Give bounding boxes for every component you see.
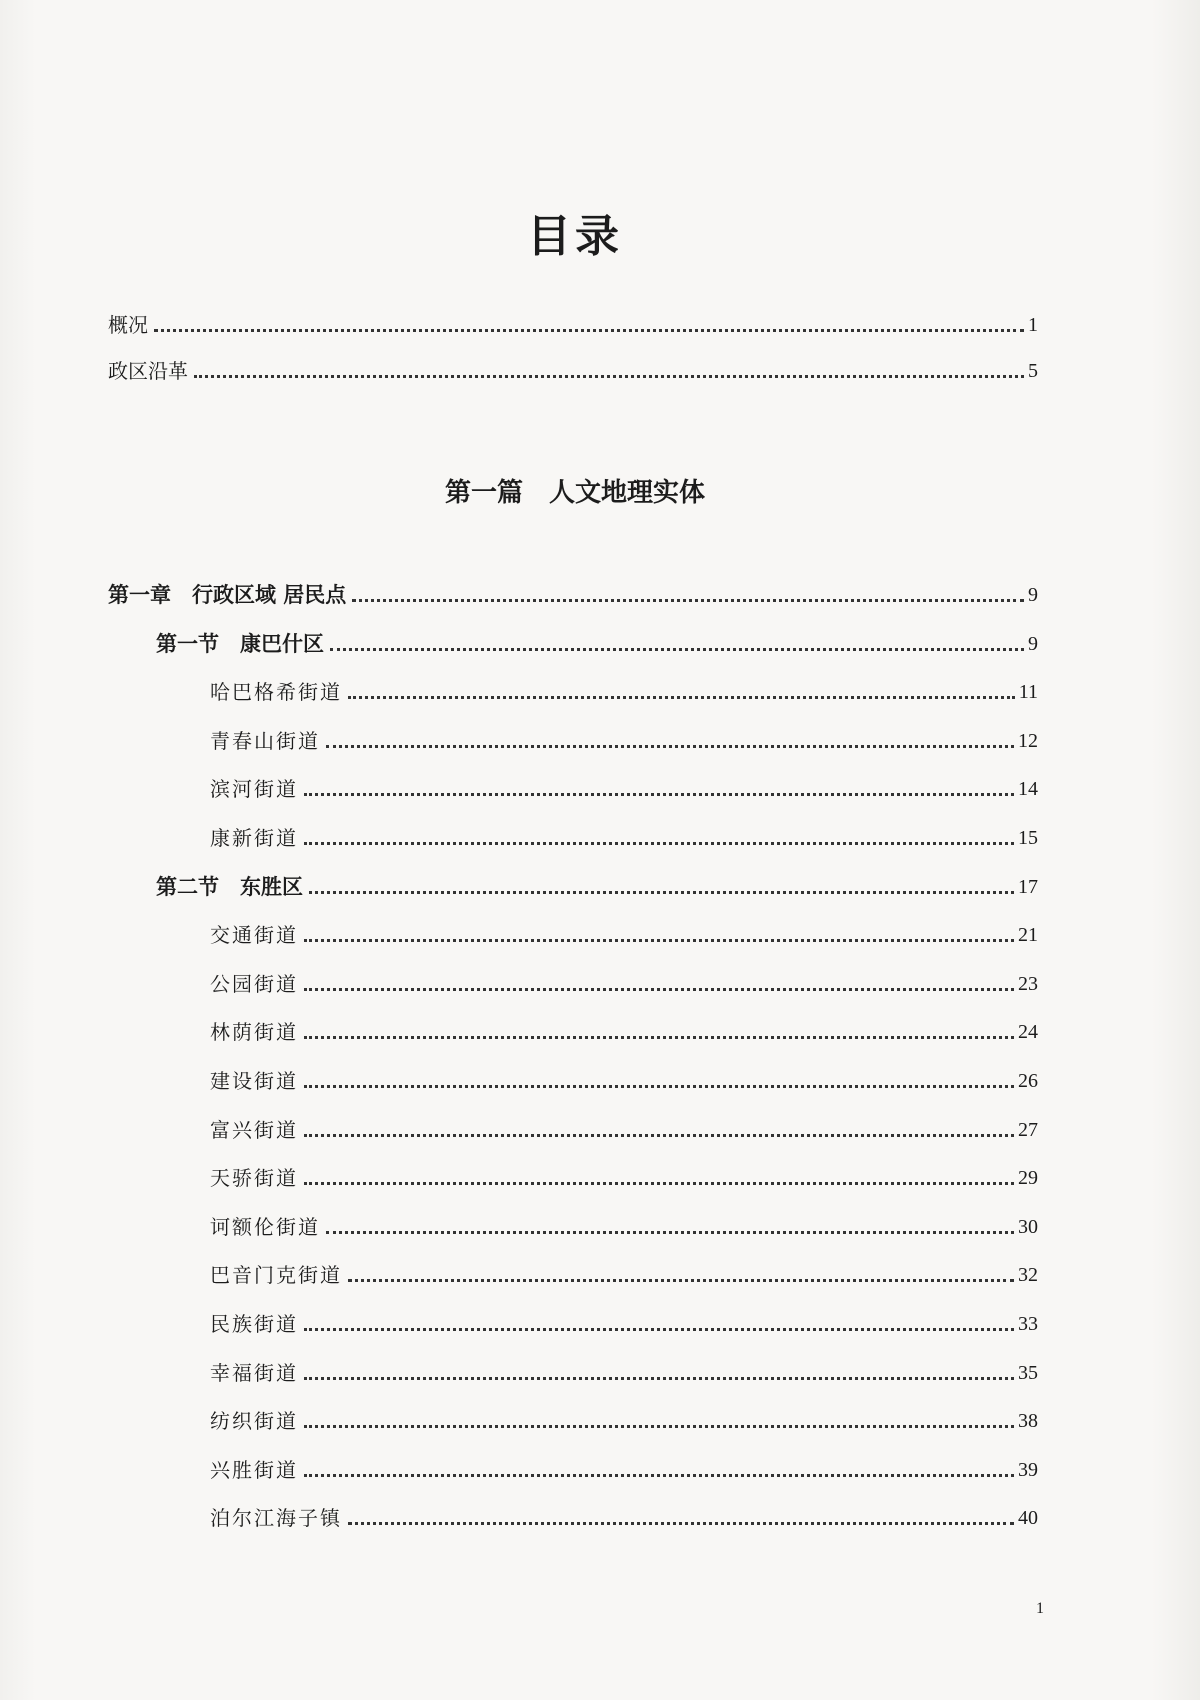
toc-subentry[interactable]	[108, 1212, 1038, 1242]
toc-subentry[interactable]	[108, 969, 1038, 999]
dot-leader	[304, 1474, 1014, 1477]
toc-entry-label: 兴胜街道	[210, 1458, 298, 1482]
toc-entry-page: 17	[1018, 876, 1038, 898]
dot-leader	[326, 1231, 1014, 1234]
toc-entry-label: 建设街道	[210, 1069, 298, 1093]
toc-subentry[interactable]	[108, 1260, 1038, 1290]
dot-leader	[304, 939, 1014, 942]
toc-entry-page: 26	[1018, 1070, 1038, 1092]
toc-entry-page: 15	[1018, 827, 1038, 849]
toc-entry-label: 天骄街道	[210, 1166, 298, 1190]
dot-leader	[194, 375, 1024, 378]
toc-subentry[interactable]	[108, 823, 1038, 853]
toc-entry-page: 11	[1018, 681, 1038, 703]
toc-subentry[interactable]	[108, 1309, 1038, 1339]
toc-entry-page: 14	[1018, 778, 1038, 800]
toc-entry-page: 40	[1018, 1507, 1038, 1529]
toc-entry-label: 青春山街道	[210, 729, 320, 753]
toc-entry-page: 27	[1018, 1119, 1038, 1141]
toc-entry-page: 33	[1018, 1313, 1038, 1335]
toc-subentry[interactable]	[108, 774, 1038, 804]
toc-subentry[interactable]	[108, 1066, 1038, 1096]
dot-leader	[304, 1182, 1014, 1185]
toc-section-entry[interactable]	[108, 629, 1038, 659]
toc-entry-label: 富兴街道	[210, 1118, 298, 1142]
toc-entry-page: 1	[1028, 314, 1038, 336]
toc-entry-label: 滨河街道	[210, 777, 298, 801]
dot-leader	[330, 648, 1024, 651]
toc-subentry[interactable]	[108, 920, 1038, 950]
toc-entry-page: 9	[1028, 633, 1038, 655]
toc-entry-label: 泊尔江海子镇	[210, 1506, 342, 1530]
dot-leader	[348, 1279, 1014, 1282]
toc-entry-label: 第一节 康巴什区	[156, 632, 324, 656]
toc-entry-label: 交通街道	[210, 923, 298, 947]
toc-entry-label: 民族街道	[210, 1312, 298, 1336]
toc-entry-page: 21	[1018, 924, 1038, 946]
toc-subentry[interactable]	[108, 677, 1038, 707]
toc-entry-label: 诃额伦街道	[210, 1215, 320, 1239]
toc-entry-page: 38	[1018, 1410, 1038, 1432]
toc-entry-label: 林荫街道	[210, 1020, 298, 1044]
toc-entry-page: 35	[1018, 1362, 1038, 1384]
dot-leader	[304, 1085, 1014, 1088]
toc-entry-label: 纺织街道	[210, 1409, 298, 1433]
toc-entry-page: 30	[1018, 1216, 1038, 1238]
dot-leader	[304, 793, 1014, 796]
toc-chapter-entry[interactable]	[108, 580, 1038, 610]
dot-leader	[348, 1522, 1014, 1525]
toc-entry-label: 第一章 行政区域 居民点	[108, 583, 347, 607]
toc-entry-page: 39	[1018, 1459, 1038, 1481]
toc-title: 目录	[527, 211, 623, 262]
dot-leader	[352, 599, 1024, 602]
toc-subentry[interactable]	[108, 1406, 1038, 1436]
toc-entry-page: 23	[1018, 973, 1038, 995]
toc-entry[interactable]	[108, 356, 1038, 386]
dot-leader	[304, 988, 1014, 991]
toc-entry-label: 概况	[108, 313, 148, 337]
toc-entry-page: 5	[1028, 360, 1038, 382]
dot-leader	[309, 891, 1014, 894]
toc-subentry[interactable]	[108, 726, 1038, 756]
dot-leader	[348, 696, 1015, 699]
toc-subentry[interactable]	[108, 1358, 1038, 1388]
dot-leader	[154, 329, 1024, 332]
toc-entry-label: 哈巴格希街道	[210, 680, 342, 704]
toc-entry-page: 29	[1018, 1167, 1038, 1189]
dot-leader	[304, 1036, 1014, 1039]
part-heading: 第一篇 人文地理实体	[444, 478, 705, 508]
dot-leader	[304, 1425, 1014, 1428]
toc-entry-label: 公园街道	[210, 972, 298, 996]
toc-entry-page: 9	[1028, 584, 1038, 606]
toc-entry[interactable]	[108, 310, 1038, 340]
page-number: 1	[1036, 1600, 1044, 1617]
toc-subentry[interactable]	[108, 1017, 1038, 1047]
toc-section-entry[interactable]	[108, 872, 1038, 902]
dot-leader	[326, 745, 1014, 748]
toc-subentry[interactable]	[108, 1455, 1038, 1485]
toc-entry-label: 巴音门克街道	[210, 1263, 342, 1287]
toc-entry-label: 幸福街道	[210, 1361, 298, 1385]
toc-entry-label: 康新街道	[210, 826, 298, 850]
dot-leader	[304, 1134, 1014, 1137]
toc-subentry[interactable]	[108, 1115, 1038, 1145]
dot-leader	[304, 842, 1014, 845]
dot-leader	[304, 1328, 1014, 1331]
toc-entry-label: 第二节 东胜区	[156, 875, 303, 899]
dot-leader	[304, 1377, 1014, 1380]
toc-entry-page: 12	[1018, 730, 1038, 752]
toc-subentry[interactable]	[108, 1503, 1038, 1533]
toc-entry-page: 24	[1018, 1021, 1038, 1043]
toc-subentry[interactable]	[108, 1163, 1038, 1193]
toc-entry-page: 32	[1018, 1264, 1038, 1286]
toc-entry-label: 政区沿革	[108, 359, 188, 383]
